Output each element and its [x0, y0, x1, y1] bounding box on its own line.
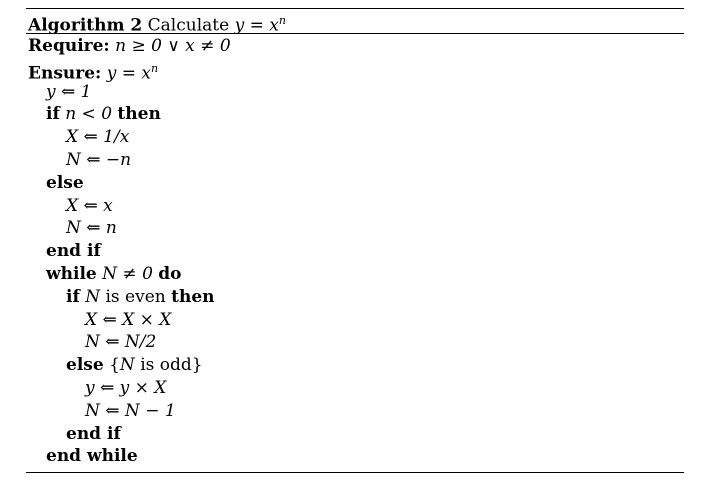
step-multiply-y [26, 377, 684, 400]
end-while-keyword: end while [46, 446, 138, 467]
step-inner-if [26, 286, 684, 309]
odd-comment-open: { [109, 355, 120, 376]
init-y-statement: y ⇐ 1 [46, 81, 92, 102]
step-assign-x-inverse [26, 126, 684, 149]
end-if-keyword: end if [46, 241, 101, 262]
odd-comment-text: is odd} [140, 355, 203, 376]
assign-n-negative-statement: N ⇐ −n [66, 149, 132, 170]
while-keyword: while [46, 263, 97, 284]
step-assign-n [26, 217, 684, 240]
assign-x-statement: X ⇐ x [66, 195, 113, 216]
then-keyword: then [117, 104, 161, 125]
if-keyword: if [46, 104, 60, 125]
step-halve-n [26, 331, 684, 354]
algorithm-label: Algorithm 2 [28, 15, 143, 36]
require-condition: n ≥ 0 ∨ x ≠ 0 [115, 36, 231, 56]
step-else [26, 172, 684, 195]
else-keyword: else [46, 172, 84, 193]
inner-end-if-keyword: end if [66, 423, 121, 444]
step-if-negative [26, 103, 684, 126]
odd-comment-variable: N [119, 355, 135, 376]
inner-then-keyword: then [171, 286, 215, 307]
step-end-while [26, 445, 684, 468]
bottom-rule [26, 472, 684, 473]
algorithm-title: Calculate [147, 15, 230, 36]
decrement-n-statement: N ⇐ N − 1 [85, 400, 176, 421]
do-keyword: do [158, 263, 182, 284]
while-condition: N ≠ 0 [102, 263, 153, 284]
algorithm-body [26, 34, 684, 468]
inner-if-keyword: if [66, 286, 80, 307]
assign-n-statement: N ⇐ n [66, 218, 117, 239]
algorithm-title-math: y = x [234, 15, 279, 36]
inner-if-variable: N [85, 286, 101, 307]
algorithm-title-exponent: n [278, 14, 286, 27]
step-end-if [26, 240, 684, 263]
algorithm-block [26, 8, 684, 473]
step-while [26, 263, 684, 286]
require-line [26, 35, 684, 58]
ensure-exponent: n [150, 61, 159, 75]
step-init-y [26, 81, 684, 104]
inner-if-text: is even [105, 286, 166, 307]
step-decrement-n [26, 400, 684, 423]
halve-n-statement: N ⇐ N/2 [85, 332, 157, 353]
require-keyword: Require: [28, 36, 110, 56]
ensure-condition: y = x [106, 63, 151, 84]
step-assign-n-negative [26, 149, 684, 172]
step-inner-end-if [26, 423, 684, 446]
inner-else-keyword: else [66, 355, 104, 376]
step-assign-x [26, 195, 684, 218]
step-inner-else [26, 354, 684, 377]
step-square-x [26, 309, 684, 332]
assign-x-inverse-statement: X ⇐ 1/x [66, 127, 130, 148]
multiply-y-statement: y ⇐ y × X [85, 377, 167, 398]
algorithm-caption [26, 9, 684, 36]
ensure-keyword: Ensure: [28, 63, 102, 84]
square-x-statement: X ⇐ X × X [85, 309, 172, 330]
if-condition: n < 0 [65, 104, 113, 125]
ensure-line [26, 58, 684, 84]
